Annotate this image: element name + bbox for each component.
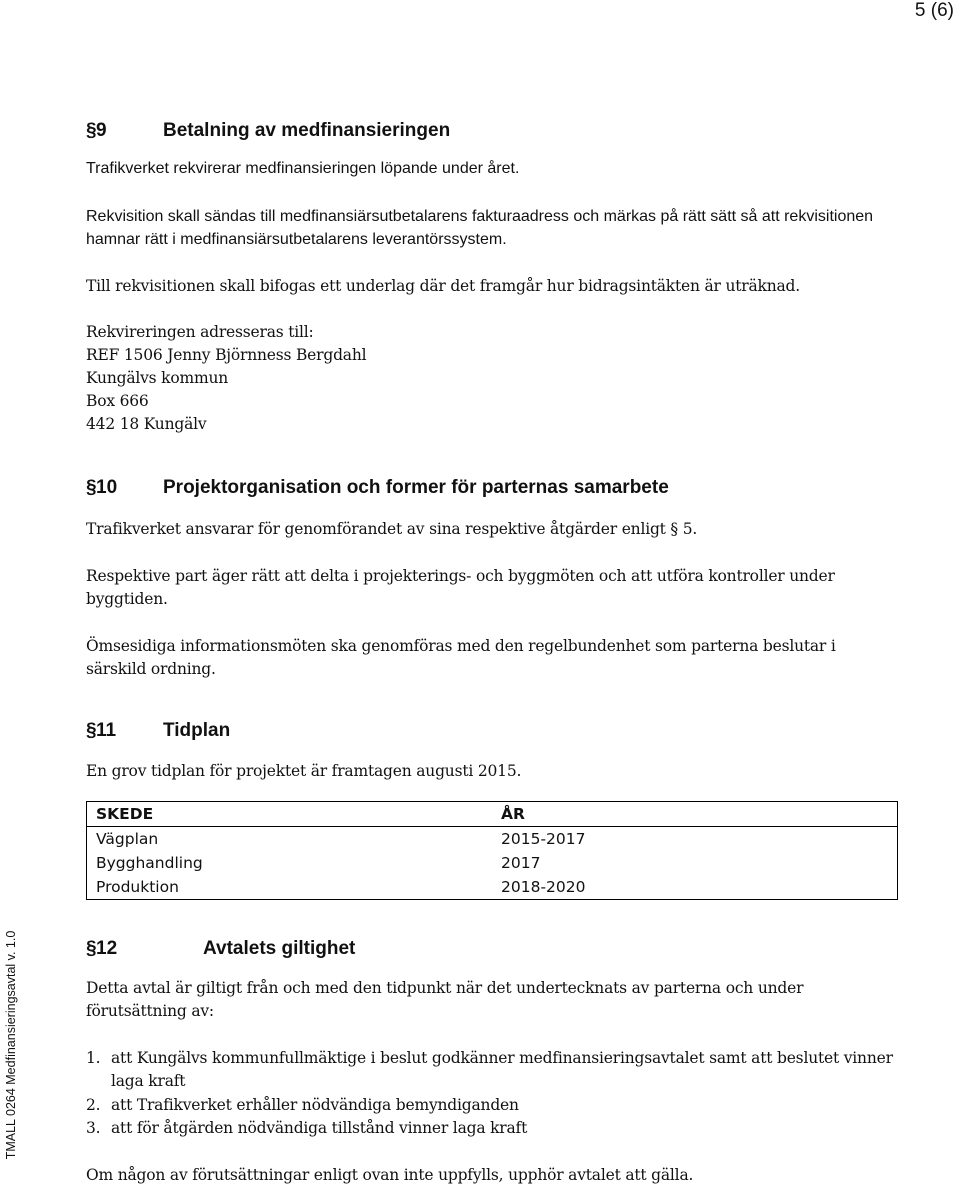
section-9-heading: § 9 Betalning av medfinansieringen	[86, 120, 451, 141]
address-line: Kungälvs kommun	[86, 369, 229, 387]
address-line: 442 18 Kungälv	[86, 415, 207, 433]
address-line: Box 666	[86, 392, 149, 410]
s11-paragraph-1: En grov tidplan för projektet är framtagen augusti 2015.	[86, 762, 522, 780]
s9-paragraph-1: Trafikverket rekvirerar medfinansieringen löpande under året.	[86, 160, 520, 177]
schedule-table	[86, 801, 898, 900]
table-cell: Vägplan	[96, 830, 159, 848]
table-cell: Bygghandling	[96, 854, 203, 872]
s9-address	[86, 321, 366, 436]
s10-paragraph-3: Ömsesidiga informationsmöten ska genomföras med den regelbundenhet som parterna beslutar i särskild ordning.	[86, 637, 836, 678]
table-cell: Produktion	[96, 878, 179, 896]
section-11-heading: § 11 Tidplan	[86, 720, 231, 741]
section-12-heading: § 12 Avtalets giltighet	[86, 938, 356, 959]
table-cell: 2017	[501, 854, 541, 872]
table-row	[87, 851, 898, 875]
table-row	[87, 827, 898, 852]
page-number: 5 (6)	[914, 0, 954, 21]
table-cell: 2015-2017	[501, 830, 586, 848]
s10-paragraph-1: Trafikverket ansvarar för genomförandet av sina respektive åtgärder enligt § 5.	[86, 520, 698, 538]
table-row	[87, 875, 898, 900]
table-header-cell: SKEDE	[87, 802, 493, 827]
s12-paragraph-2: Om någon av förutsättningar enligt ovan inte uppfylls, upphör avtalet att gälla.	[86, 1166, 694, 1184]
template-label: TMALL 0264 Medfinansieringsavtal v. 1.0	[4, 930, 18, 1160]
table-cell: 2018-2020	[501, 878, 586, 896]
s10-paragraph-2: Respektive part äger rätt att delta i projekterings- och byggmöten och att utföra kontroller under byggtiden.	[86, 567, 835, 608]
s9-paragraph-3: Till rekvisitionen skall bifogas ett underlag där det framgår hur bidragsintäkten är uträknad.	[86, 277, 800, 295]
address-line: Rekvireringen adresseras till:	[86, 323, 314, 341]
section-10-heading: § 10 Projektorganisation och former för parternas samarbete	[86, 477, 669, 498]
s12-paragraph-1: Detta avtal är giltigt från och med den tidpunkt när det undertecknats av parterna och under förutsättning av:	[86, 979, 804, 1020]
table-header-cell: ÅR	[492, 802, 898, 827]
table-header-row	[87, 802, 898, 827]
s9-paragraph-2: Rekvisition skall sändas till medfinansiärsutbetalarens fakturaadress och märkas på rätt sätt så att rekvisitionen hamnar rätt i medfinansiärsutbetalarens leverantörssystem.	[86, 208, 874, 248]
address-line: REF 1506 Jenny Björnness Bergdahl	[86, 346, 367, 364]
